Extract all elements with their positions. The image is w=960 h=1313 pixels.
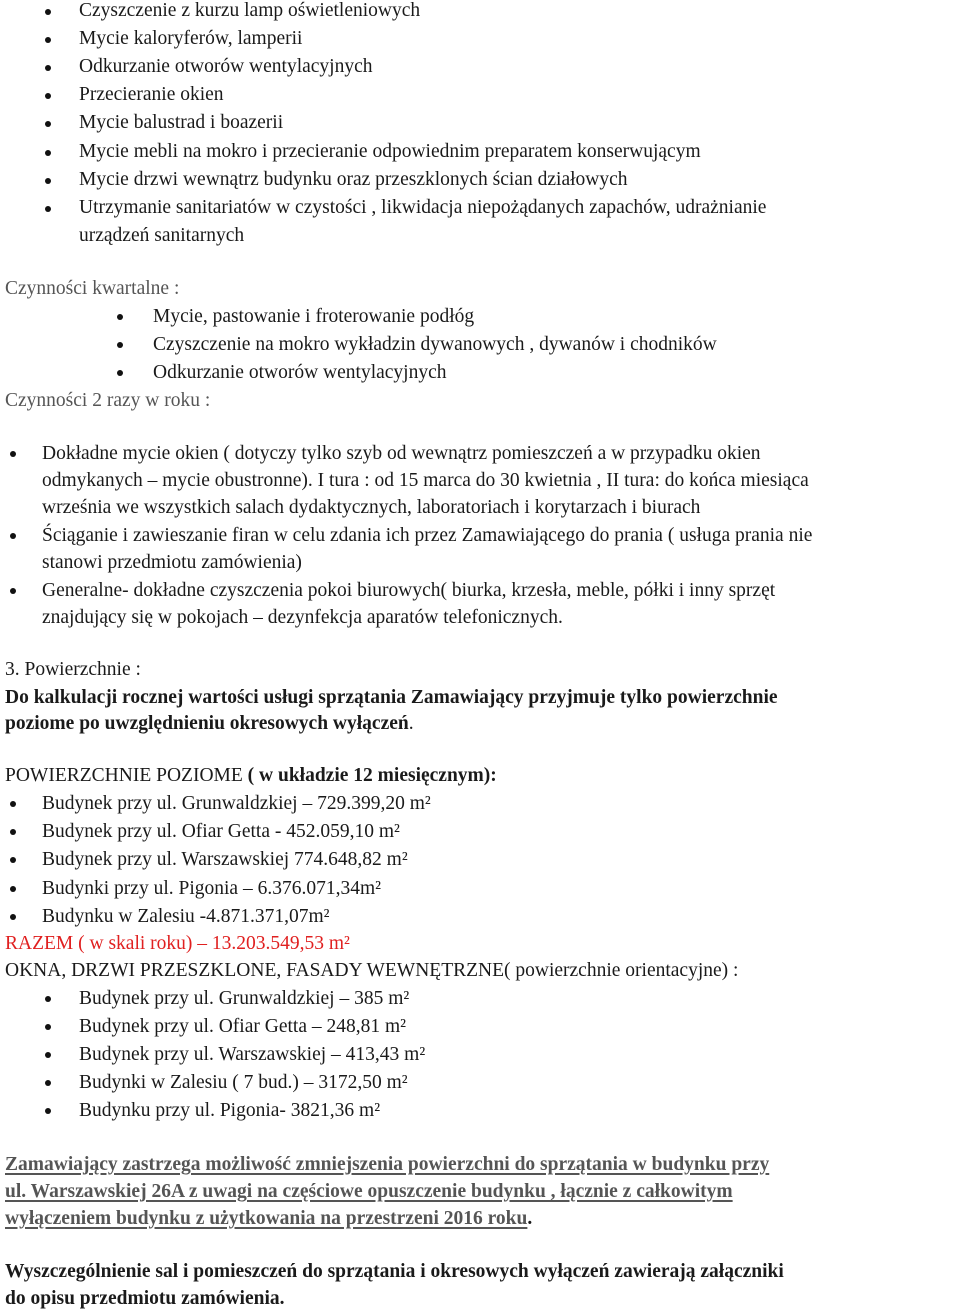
list-item: Mycie balustrad i boazerii: [79, 112, 284, 133]
section3-bold-line2-wrap: [5, 710, 414, 738]
bullet-icon: [117, 314, 123, 320]
bullet-icon: [45, 121, 51, 127]
closing-line2: do opisu przedmiotu zamówienia.: [5, 1288, 285, 1309]
bullet-icon: [10, 801, 16, 807]
list-item: Budynek przy ul. Ofiar Getta - 452.059,10 m²: [42, 821, 400, 842]
bullet-icon: [10, 533, 16, 539]
notice-line3-end: .: [527, 1208, 533, 1229]
bullet-icon: [45, 65, 51, 71]
bullet-icon: [45, 9, 51, 15]
list-item: Ściąganie i zawieszanie firan w celu zdania ich przez Zamawiającego do prania ( usługa prania nie: [42, 525, 813, 546]
list-item: Mycie drzwi wewnątrz budynku oraz przeszklonych ścian działowych: [79, 169, 628, 190]
twice-yearly-heading: Czynności 2 razy w roku :: [5, 390, 211, 411]
list-item: Przecieranie okien: [79, 84, 224, 105]
list-item: Mycie, pastowanie i froterowanie podłóg: [153, 306, 475, 327]
list-item: Budynek przy ul. Grunwaldzkiej – 729.399,20 m²: [42, 793, 431, 814]
section3-heading: 3. Powierzchnie :: [5, 659, 141, 680]
bullet-icon: [45, 37, 51, 43]
bullet-icon: [10, 588, 16, 594]
list-item: Odkurzanie otworów wentylacyjnych: [153, 362, 447, 383]
bullet-icon: [45, 1108, 51, 1114]
notice-line1: Zamawiający zastrzega możliwość zmniejszenia powierzchni do sprzątania w budynku przy: [5, 1154, 770, 1175]
bullet-icon: [45, 996, 51, 1002]
bullet-icon: [45, 1080, 51, 1086]
bullet-icon: [10, 914, 16, 920]
list-item: Odkurzanie otworów wentylacyjnych: [79, 56, 373, 77]
horizontal-heading-plain: POWIERZCHNIE POZIOME: [5, 765, 248, 786]
horizontal-heading: [5, 762, 497, 790]
notice-line3: wyłączeniem budynku z użytkowania na przestrzeni 2016 roku: [5, 1208, 528, 1229]
list-item-continuation: września we wszystkich salach dydaktycznych, laboratoriach i korytarzach i biurach: [42, 497, 701, 518]
list-item: Budynek przy ul. Warszawskiej 774.648,82 m²: [42, 849, 408, 870]
list-item: Dokładne mycie okien ( dotyczy tylko szyb od wewnątrz pomieszczeń a w przypadku okien: [42, 443, 761, 464]
list-item: Czyszczenie z kurzu lamp oświetleniowych: [79, 0, 421, 21]
windows-heading: OKNA, DRZWI PRZESZKLONE, FASADY WEWNĘTRZNE( powierzchnie orientacyjne) :: [5, 960, 739, 981]
list-item: Mycie kaloryferów, lamperii: [79, 28, 303, 49]
bullet-icon: [45, 93, 51, 99]
bullet-icon: [10, 857, 16, 863]
bullet-icon: [45, 1024, 51, 1030]
section3-bold-line2-end: .: [408, 713, 414, 734]
list-item: Budynki w Zalesiu ( 7 bud.) – 3172,50 m²: [79, 1072, 408, 1093]
list-item-continuation: urządzeń sanitarnych: [79, 225, 245, 246]
list-item-continuation: stanowi przedmiotu zamówienia): [42, 552, 302, 573]
bullet-icon: [117, 342, 123, 348]
list-item: Budynek przy ul. Ofiar Getta – 248,81 m²: [79, 1016, 406, 1037]
closing-line1: Wyszczególnienie sal i pomieszczeń do sprzątania i okresowych wyłączeń zawierają załączniki: [5, 1261, 784, 1282]
bullet-icon: [117, 370, 123, 376]
list-item: Budynek przy ul. Grunwaldzkiej – 385 m²: [79, 988, 410, 1009]
bullet-icon: [45, 178, 51, 184]
bullet-icon: [45, 150, 51, 156]
list-item: Mycie mebli na mokro i przecieranie odpowiednim preparatem konserwującym: [79, 141, 701, 162]
list-item-continuation: odmykanych – mycie obustronne). I tura : od 15 marca do 30 kwietnia , II tura: do końca miesiąca: [42, 470, 809, 491]
notice-line3-wrap: [5, 1205, 532, 1233]
list-item: Utrzymanie sanitariatów w czystości , likwidacja niepożądanych zapachów, udrażnianie: [79, 197, 767, 218]
bullet-icon: [45, 1052, 51, 1058]
section3-bold-line2: poziome po uwzględnieniu okresowych wyłączeń: [5, 713, 409, 734]
bullet-icon: [10, 829, 16, 835]
list-item: Budynku przy ul. Pigonia- 3821,36 m²: [79, 1100, 381, 1121]
bullet-icon: [45, 206, 51, 212]
horizontal-heading-bold: ( w układzie 12 miesięcznym):: [247, 765, 497, 786]
list-item: Budynek przy ul. Warszawskiej – 413,43 m²: [79, 1044, 426, 1065]
horizontal-total: RAZEM ( w skali roku) – 13.203.549,53 m²: [5, 933, 350, 954]
notice-line2: ul. Warszawskiej 26A z uwagi na częściowe opuszczenie budynku , łącznie z całkowitym: [5, 1181, 733, 1202]
bullet-icon: [10, 886, 16, 892]
list-item: Czyszczenie na mokro wykładzin dywanowych , dywanów i chodników: [153, 334, 717, 355]
list-item-continuation: znajdujący się w pokojach – dezynfekcja aparatów telefonicznych.: [42, 607, 563, 628]
bullet-icon: [10, 451, 16, 457]
section3-bold-line1: Do kalkulacji rocznej wartości usługi sprzątania Zamawiający przyjmuje tylko powierzchnie: [5, 687, 778, 708]
list-item: Generalne- dokładne czyszczenia pokoi biurowych( biurka, krzesła, meble, półki i inny sprzęt: [42, 580, 776, 601]
list-item: Budynki przy ul. Pigonia – 6.376.071,34m²: [42, 878, 381, 899]
list-item: Budynku w Zalesiu -4.871.371,07m²: [42, 906, 330, 927]
quarterly-heading: Czynności kwartalne :: [5, 278, 180, 299]
